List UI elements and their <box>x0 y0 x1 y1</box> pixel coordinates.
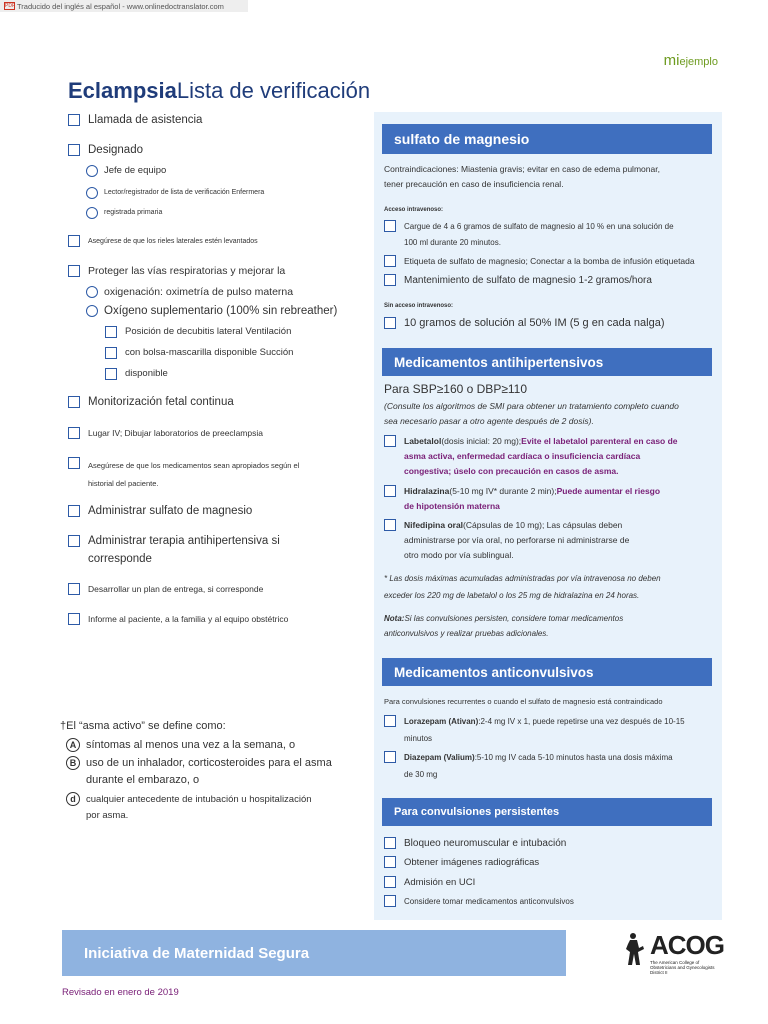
list-item[interactable]: Obtener imágenes radiográficas <box>384 855 714 870</box>
radio[interactable] <box>86 187 98 199</box>
checkbox[interactable] <box>384 856 396 868</box>
checkbox[interactable] <box>384 220 396 232</box>
list-item[interactable]: Llamada de asistencia <box>68 113 202 128</box>
checkbox[interactable] <box>384 895 396 907</box>
list-item-continued: historial del paciente. <box>88 479 159 488</box>
page-title: EclampsiaLista de verificación <box>68 78 371 103</box>
persistent-header: Para convulsiones persistentes <box>382 798 712 826</box>
checkbox[interactable] <box>105 368 117 380</box>
checkbox[interactable] <box>68 114 80 126</box>
list-item[interactable]: Admisión en UCI <box>384 875 714 890</box>
checkbox[interactable] <box>384 485 396 497</box>
checkbox[interactable] <box>384 715 396 727</box>
checkbox[interactable] <box>384 837 396 849</box>
anticonvulsant-header: Medicamentos anticonvulsivos <box>382 658 712 686</box>
checkbox[interactable] <box>68 457 80 469</box>
list-item[interactable]: Asegúrese de que los medicamentos sean apropiados según el <box>68 456 299 473</box>
no-iv-label: Sin acceso intravenoso: <box>384 303 454 309</box>
checkbox[interactable] <box>68 427 80 439</box>
list-item[interactable]: Asegúrese de que los rieles laterales estén levantados <box>68 234 258 247</box>
list-item[interactable]: Informe al paciente, a la familia y al equipo obstétrico <box>68 612 288 626</box>
list-item[interactable]: Administrar terapia antihipertensiva si <box>68 534 280 549</box>
list-item[interactable]: Considere tomar medicamentos anticonvulsivos <box>384 894 714 909</box>
list-item[interactable]: con bolsa-mascarilla disponible Succión <box>105 346 293 360</box>
list-item[interactable]: Bloqueo neuromuscular e intubación <box>384 836 714 851</box>
checkbox[interactable] <box>384 255 396 267</box>
checkbox[interactable] <box>68 583 80 595</box>
pdf-icon: PDF <box>5 3 15 9</box>
radio[interactable] <box>86 165 98 177</box>
list-item[interactable]: Posición de decubitis lateral Ventilación <box>105 325 291 339</box>
list-item[interactable]: disponible <box>105 367 168 381</box>
list-item[interactable]: Mantenimiento de sulfato de magnesio 1-2 gramos/hora <box>384 273 714 288</box>
list-item[interactable]: Jefe de equipo <box>86 164 166 178</box>
medication-panel: sulfato de magnesio Contraindicaciones: Miastenia gravis; evitar en caso de edema pulmonar, tener precaución en caso de insuficiencia renal. Acceso intravenoso: Cargue de 4 a 6 gramos de sulfato de magnesio al 10 % en una solución de 100 ml durante 20 minutos. Etiqueta de sulfato de magnesio; Conectar a la bomba de infusión etiquetada Mantenimiento de sulfato de magnesio 1-2 gramos/hora Sin acceso intravenoso: 10 gramos de solución al 50% IM (5 g en cada nalga) Medicamentos antihipertensivos Para SBP≥160 o DBP≥110 (Consulte los algoritmos de SMI para obtener un tratamiento completo cuando sea necesario pasar a otro agente después de 2 dosis). Labetalol(dosis inicial: 20 mg);Evite el labetalol parenteral en caso de asma activa, enfermedad cardíaca o insuficiencia cardíaca congestiva; úselo con precaución en casos de asma. Hidralazina(5-10 mg IV* durante 2 min);Puede aumentar el riesgo de hipotensión materna Nifedipina oral(Cápsulas de 10 mg); Las cápsulas deben administrarse por vía oral, no perforarse ni administrarse de otro modo por vía sublingual. * Las dosis máximas acumuladas administradas por vía intravenosa no deben exceder los 220 mg de labetalol o los 25 mg de hidralazina en 24 horas. Nota:Si las convulsiones persisten, considere tomar medicamentos anticonvulsivos y realizar pruebas adicionales. Medicamentos anticonvulsivos Para convulsiones recurrentes o cuando el sulfato de magnesio está contraindicado Lorazepam (Ativan):2-4 mg IV x 1, puede repetirse una vez después de 10-15 minutos Diazepam (Valium):5-10 mg IV cada 5-10 minutos hasta una dosis máxima de 30 mg Para convulsiones persistentes Bloqueo neuromuscular e intubación Obtener imágenes radiográficas Admisión en UCI Considere tomar medicamentos anticonvulsivos <box>374 112 722 920</box>
asthma-item-b: B uso de un inhalador, corticosteroides para el asma <box>66 756 332 770</box>
antihypertensive-header: Medicamentos antihipertensivos <box>382 348 712 376</box>
acog-word: ACOG <box>650 930 724 960</box>
checkbox[interactable] <box>384 751 396 763</box>
checkbox[interactable] <box>68 535 80 547</box>
checkbox[interactable] <box>384 274 396 286</box>
radio[interactable] <box>86 305 98 317</box>
list-item[interactable]: registrada primaria <box>86 206 162 219</box>
checkbox[interactable] <box>384 317 396 329</box>
checkbox[interactable] <box>68 265 80 277</box>
asthma-item-a: A síntomas al menos una vez a la semana, o <box>66 738 295 752</box>
translator-banner <box>0 0 248 12</box>
radio[interactable] <box>86 286 98 298</box>
checkbox[interactable] <box>105 326 117 338</box>
list-item[interactable]: oxigenación: oximetría de pulso materna <box>86 285 293 300</box>
list-item[interactable]: Cargue de 4 a 6 gramos de sulfato de magnesio al 10 % en una solución de <box>384 219 714 234</box>
acog-subtitle: The American College of Obstetricians and Gynecologists District II <box>650 960 715 975</box>
checkbox[interactable] <box>384 519 396 531</box>
list-item[interactable]: Monitorización fetal continua <box>68 395 234 410</box>
checkbox[interactable] <box>384 435 396 447</box>
asthma-intro: †El “asma activo” se define como: <box>60 720 226 732</box>
list-item[interactable]: Lector/registrador de lista de verificación Enfermera <box>86 186 264 199</box>
list-item[interactable]: Proteger las vías respiratorias y mejorar la <box>68 264 285 279</box>
diazepam-item[interactable]: Diazepam (Valium):5-10 mg IV cada 5-10 minutos hasta una dosis máxima <box>384 750 714 765</box>
hidralazina-item[interactable]: Hidralazina(5-10 mg IV* durante 2 min);Puede aumentar el riesgo <box>384 484 714 499</box>
letter-b-icon: B <box>66 756 80 770</box>
initiative-banner <box>62 930 566 976</box>
nota: Nota:Si las convulsiones persisten, considere tomar medicamentos <box>384 614 624 623</box>
list-item[interactable]: Oxígeno suplementario (100% sin rebreather) <box>86 304 337 319</box>
list-item[interactable]: Etiqueta de sulfato de magnesio; Conectar a la bomba de infusión etiquetada <box>384 254 714 269</box>
revision-date: Revisado en enero de 2019 <box>62 987 179 998</box>
list-item-continued: corresponde <box>88 553 152 565</box>
checkbox[interactable] <box>68 235 80 247</box>
initiative-title: Iniciativa de Maternidad Segura <box>84 944 310 962</box>
list-item[interactable]: 10 gramos de solución al 50% IM (5 g en cada nalga) <box>384 316 714 331</box>
list-item[interactable]: Administrar sulfato de magnesio <box>68 504 252 519</box>
letter-d-icon: d <box>66 792 80 806</box>
letter-a-icon: A <box>66 738 80 752</box>
iv-access-label: Acceso intravenoso: <box>384 207 444 213</box>
nifedipina-item[interactable]: Nifedipina oral(Cápsulas de 10 mg); Las cápsulas deben <box>384 518 714 533</box>
translator-text: Traducido del inglés al español - www.onlinedoctranslator.com <box>17 1 224 11</box>
checkbox[interactable] <box>68 144 80 156</box>
acog-logo <box>620 930 730 980</box>
list-item[interactable]: Lugar IV; Dibujar laboratorios de preeclampsia <box>68 426 263 440</box>
list-item[interactable]: Designado <box>68 143 143 158</box>
brand-logo: miejemplo <box>663 52 718 69</box>
magnesium-header: sulfato de magnesio <box>382 124 712 154</box>
acog-figure-icon <box>624 932 646 966</box>
checkbox[interactable] <box>105 347 117 359</box>
checkbox[interactable] <box>384 876 396 888</box>
list-item[interactable]: Desarrollar un plan de entrega, si corresponde <box>68 582 263 596</box>
checkbox[interactable] <box>68 505 80 517</box>
checkbox[interactable] <box>68 396 80 408</box>
asthma-item-c: d cualquier antecedente de intubación u hospitalización <box>66 792 312 806</box>
lorazepam-item[interactable]: Lorazepam (Ativan):2-4 mg IV x 1, puede repetirse una vez después de 10-15 <box>384 714 714 729</box>
labetalol-item[interactable]: Labetalol(dosis inicial: 20 mg);Evite el labetalol parenteral en caso de <box>384 434 714 449</box>
radio[interactable] <box>86 207 98 219</box>
checkbox[interactable] <box>68 613 80 625</box>
